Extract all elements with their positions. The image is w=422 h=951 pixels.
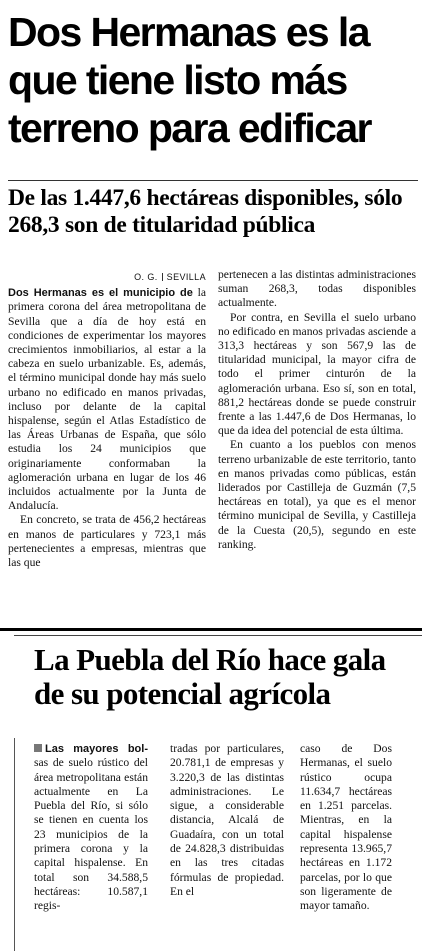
paragraph: Por contra, en Sevilla el suelo urbano no edificado en manos privadas asciende a 313,3 hectáreas y son 567,9 las de titularidad municipal, la mayor cifra de todo el primer cinturón de la aglomeración urbana. Eso sí, son en total, 881,2 hectáreas donde se puede construir frente a las 1.447,6 de Dos Hermanas, lo que da idea del potencial de esta última. xyxy=(218,310,416,438)
lead-in: Dos Hermanas es el municipio de xyxy=(8,287,193,300)
secondary-headline: La Puebla del Río hace gala de su potencial agrícola xyxy=(34,642,386,711)
box-rule xyxy=(14,738,15,951)
paragraph xyxy=(8,286,206,513)
paragraph: En cuanto a los pueblos con menos terreno urbanizable de este territorio, tanto en manos privadas como públicas, están liderados por Castilleja de Guzmán (7,5 hectáreas en total), ya que es el menor término municipal de Sevilla, y Castilleja de la Cuesta (20,5), segundo en este ranking. xyxy=(218,438,416,551)
bullet-square-icon xyxy=(34,744,42,752)
section-divider xyxy=(0,628,422,631)
byline xyxy=(8,270,206,284)
article-deck: De las 1.447,6 hectáreas disponibles, sólo 268,3 son de titularidad pública xyxy=(8,185,403,238)
secondary-column-1 xyxy=(34,742,148,914)
paragraph-text: sas de suelo rústico del área metropolitana están actualmente en La Puebla del Río, si sólo se tienen en cuenta los 23 municipios de la primera corona y la capital hispalense. En total son 34.588,5 hectáreas: 10.587,1 regis- xyxy=(34,756,148,913)
byline-author: O. G. xyxy=(134,272,158,282)
byline-separator xyxy=(162,273,163,281)
byline-place: SEVILLA xyxy=(166,272,206,282)
secondary-column-3 xyxy=(300,742,392,914)
article-column-1 xyxy=(8,270,206,570)
section-divider-thin xyxy=(14,635,422,636)
lead-in: Las mayores bol- xyxy=(45,743,148,755)
paragraph-text: la primera corona del área metropolitana de Sevilla que a día de hoy está en condiciones de experimentar los mayores crecimientos inmobiliarios, al estar a la cabeza en suelo urbanizable. Es, además, el término municipal donde hay más suelo urbano no edificado en manos privadas, incluso por delante de la capital hispalense, según el Atlas Estadístico de las Áreas Urbanas de España, que sólo estudia los 24 municipios que originariamente conformaban la aglomeración urbana en lugar de los 46 incluidos actualmente por la Junta de Andalucía. xyxy=(8,286,206,513)
paragraph: tradas por particulares, 20.781,1 de empresas y 3.220,3 de las distintas administraciones. Le sigue, a considerable distancia, Alcalá de Guadaíra, con un total de 24.828,3 distribuidas en las tres citadas fórmulas de propiedad. En el xyxy=(170,742,284,898)
headline-rule xyxy=(8,180,418,181)
paragraph: caso de Dos Hermanas, el suelo rústico ocupa 11.634,7 hectáreas en 1.251 parcelas. Mientras, en la capital hispalense representa 13.965,7 hectáreas en 1.172 parcelas, por lo que son ligeramente de mayor tamaño. xyxy=(300,742,392,913)
paragraph: En concreto, se trata de 456,2 hectáreas en manos de particulares y 723,1 más pertenecientes a empresas, mientras que las que xyxy=(8,513,206,570)
paragraph xyxy=(34,742,148,914)
article-headline: Dos Hermanas es la que tiene listo más terreno para edificar xyxy=(8,9,371,151)
paragraph: pertenecen a las distintas administraciones suman 268,3, todas disponibles actualmente. xyxy=(218,268,416,310)
article-column-2 xyxy=(218,268,416,552)
secondary-column-2 xyxy=(170,742,284,899)
